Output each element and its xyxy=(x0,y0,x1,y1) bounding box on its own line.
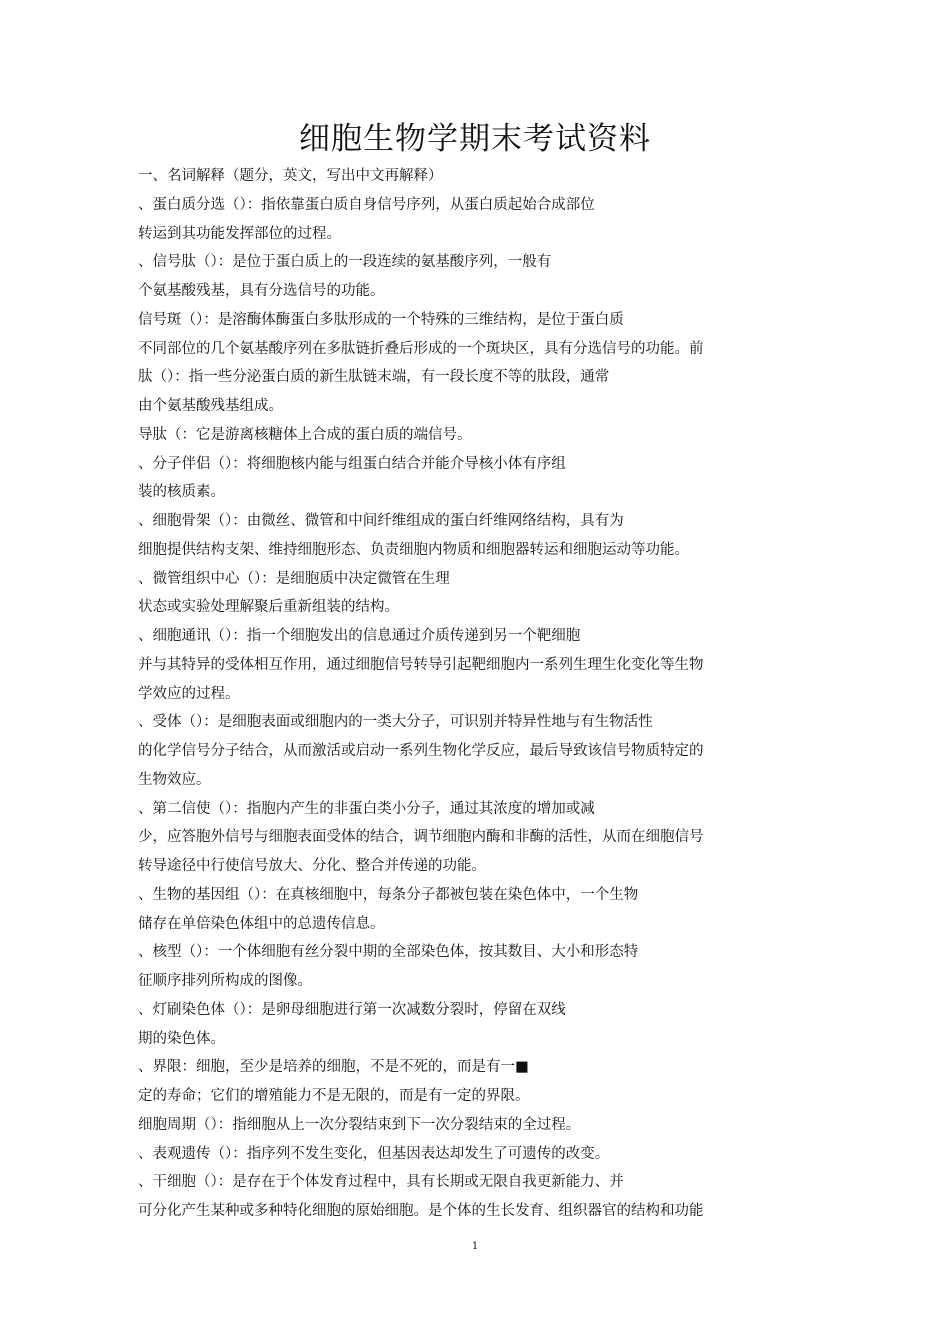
text-line: 征顺序排列所构成的图像。 xyxy=(138,973,312,989)
text-line: 由个氨基酸残基组成。 xyxy=(138,398,283,414)
text-line: 生物效应。 xyxy=(138,771,211,788)
text-line: 定的寿命；它们的增殖能力不是无限的，而是有一定的界限。 xyxy=(138,1088,530,1104)
text-line: 转运到其功能发挥部位的过程。 xyxy=(138,225,341,242)
text-line: 储存在单倍染色体组中的总遗传信息。 xyxy=(138,915,385,932)
text-line: 少，应答胞外信号与细胞表面受体的结合，调节细胞内酶和非酶的活性，从而在细胞信号 xyxy=(138,829,704,846)
text-line: 、细胞通讯（）：指一个细胞发出的信息通过介质传递到另一个靶细胞 xyxy=(138,628,581,644)
text-line: 、界限：细胞，至少是培养的细胞，不是不死的，而是有一■ xyxy=(138,1059,529,1076)
text-line: 、灯刷染色体（）：是卵母细胞进行第一次减数分裂时，停留在双线 xyxy=(138,1001,566,1018)
text-line: 细胞周期（）：指细胞从上一次分裂结束到下一次分裂结束的全过程。 xyxy=(138,1116,581,1133)
text-line: 装的核质素。 xyxy=(138,484,225,501)
text-line: 导肽（：它是游离核糖体上合成的蛋白质的端信号。 xyxy=(138,426,472,443)
text-line: 个氨基酸残基，具有分选信号的功能。 xyxy=(138,283,385,299)
text-line: 细胞提供结构支架、维持细胞形态、负责细胞内物质和细胞器转运和细胞运动等功能。 xyxy=(138,541,689,558)
text-line: 的化学信号分子结合，从而激活或启动一系列生物化学反应，最后导致该信号物质特定的 xyxy=(138,743,704,759)
text-line: 、细胞骨架（）：由微丝、微管和中间纤维组成的蛋白纤维网络结构，具有为 xyxy=(138,513,624,529)
page-number: 1 xyxy=(471,1241,479,1252)
text-line: 、蛋白质分选（）：指依靠蛋白质自身信号序列，从蛋白质起始合成部位 xyxy=(138,196,595,213)
text-line: 、信号肽（）：是位于蛋白质上的一段连续的氨基酸序列，一般有 xyxy=(138,254,552,271)
text-line: 学效应的过程。 xyxy=(138,685,240,702)
text-line: 、核型（）：一个体细胞有丝分裂中期的全部染色体，按其数目、大小和形态特 xyxy=(138,944,639,961)
text-line: 转导途径中行使信号放大、分化、整合并传递的功能。 xyxy=(138,858,486,874)
text-line: 、干细胞（）：是存在于个体发育过程中，具有长期或无限自我更新能力、并 xyxy=(138,1174,624,1191)
text-line: 、受体（）：是细胞表面或细胞内的一类大分子，可识别并特异性地与有生物活性 xyxy=(138,714,653,731)
text-line: 、分子伴侣（）：将细胞核内能与组蛋白结合并能介导核小体有序组 xyxy=(138,455,566,472)
text-line: 状态或实验处理解聚后重新组装的结构。 xyxy=(138,599,399,616)
text-line: 不同部位的几个氨基酸序列在多肽链折叠后形成的一个斑块区，具有分选信号的功能。前 xyxy=(138,340,704,357)
text-line: 、表观遗传（）：指序列不发生变化，但基因表达却发生了可遗传的改变。 xyxy=(138,1145,610,1162)
text-line: 期的染色体。 xyxy=(138,1030,225,1047)
text-line: 肽（）：指一些分泌蛋白质的新生肽链末端，有一段长度不等的肽段，通常 xyxy=(138,369,610,386)
text-line: 可分化产生某种或多种特化细胞的原始细胞。是个体的生长发育、组织器官的结构和功能 xyxy=(138,1203,704,1219)
text-line: 、微管组织中心（）：是细胞质中决定微管在生理 xyxy=(138,570,450,587)
document-title: 细胞生物学期末考试资料 xyxy=(299,120,651,157)
text-line: 、第二信使（）：指胞内产生的非蛋白类小分子，通过其浓度的增加或减 xyxy=(138,800,595,817)
text-line: 信号斑（）：是溶酶体酶蛋白多肽形成的一个特殊的三维结构，是位于蛋白质 xyxy=(138,311,624,328)
text-line: 、生物的基因组（）：在真核细胞中，每条分子都被包装在染色体中，一个生物 xyxy=(138,886,639,903)
text-line: 并与其特异的受体相互作用，通过细胞信号转导引起靶细胞内一系列生理生化变化等生物 xyxy=(138,656,704,673)
text-line: 一、名词解释（题分，英文，写出中文再解释） xyxy=(138,168,443,184)
